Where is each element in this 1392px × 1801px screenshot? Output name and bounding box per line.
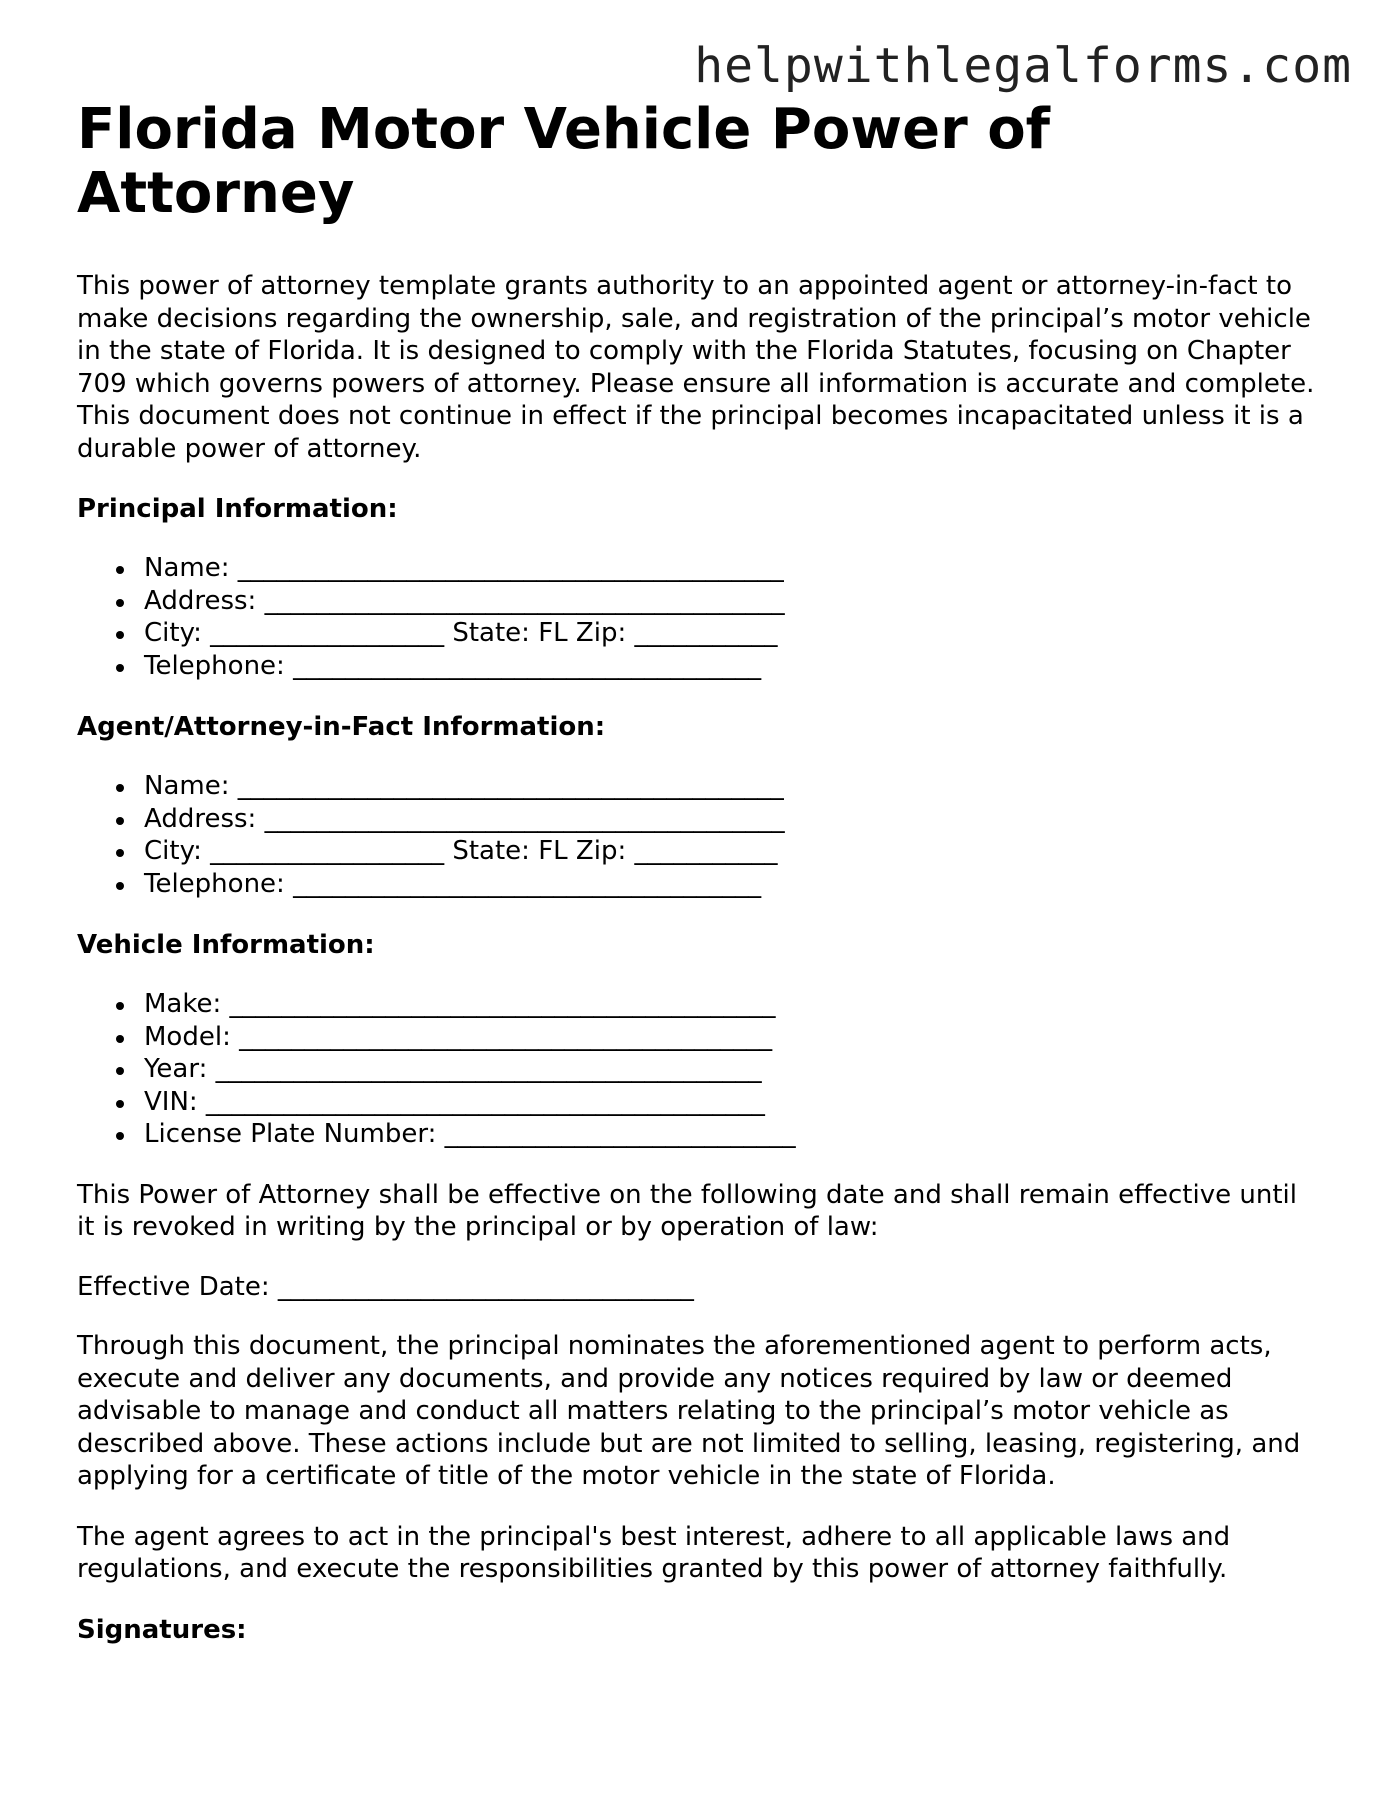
nomination-paragraph: Through this document, the principal nominates the aforementioned agent to perform acts, execute and deliver any documents, and provide any notices required by law or deemed advisable to manage and conduct all matters relating to the principal’s motor vehicle as described above. These actions include but are not limited to selling, leasing, registering, and applying for a certificate of title of the motor vehicle in the state of Florida. — [77, 1331, 1301, 1491]
document-title: Florida Motor Vehicle Power of Attorney — [77, 97, 1051, 226]
principal-telephone-field: Telephone: ____________________________________ — [144, 650, 1317, 683]
agent-name-field: Name: __________________________________________ — [144, 770, 1317, 803]
agent-address-field: Address: ________________________________________ — [144, 803, 1317, 836]
intro-paragraph: This power of attorney template grants authority to an appointed agent or attorney-in-fact to make decisions regarding the ownership, sale, and registration of the principal’s motor vehicle in the state of Florida. It is designed to comply with the Florida Statutes, focusing on Chapter 709 which governs powers of attorney. Please ensure all information is accurate and complete. This document does not continue in effect if the principal becomes incapacitated unless it is a durable power of attorney. — [77, 271, 1315, 464]
vehicle-year-field: Year: __________________________________________ — [144, 1053, 1317, 1086]
principal-city-state-zip-field: City: __________________ State: FL Zip: ___________ — [144, 617, 1317, 650]
agent-section-heading: Agent/Attorney-in-Fact Information: — [77, 712, 606, 742]
agent-city-state-zip-field: City: __________________ State: FL Zip: ___________ — [144, 835, 1317, 868]
vehicle-make-field: Make: __________________________________________ — [144, 988, 1317, 1021]
vehicle-fields-list — [77, 988, 1317, 1151]
vehicle-vin-field: VIN: ___________________________________________ — [144, 1086, 1317, 1119]
agent-fields-list — [77, 770, 1317, 900]
vehicle-section-heading: Vehicle Information: — [77, 930, 375, 960]
site-watermark: helpwithlegalforms.com — [694, 38, 1352, 94]
vehicle-model-field: Model: _________________________________________ — [144, 1021, 1317, 1054]
document-body — [77, 98, 1317, 1646]
vehicle-license-plate-field: License Plate Number: ___________________________ — [144, 1118, 1317, 1151]
effective-date-field: Effective Date: ________________________________ — [77, 1271, 694, 1302]
principal-section-heading: Principal Information: — [77, 494, 398, 524]
agreement-paragraph: The agent agrees to act in the principal's best interest, adhere to all applicable laws and regulations, and execute the responsibilities granted by this power of attorney faithfully. — [77, 1521, 1231, 1584]
principal-fields-list — [77, 552, 1317, 682]
signatures-section-heading: Signatures: — [77, 1614, 247, 1645]
effective-intro-paragraph: This Power of Attorney shall be effective on the following date and shall remain effective until it is revoked in writing by the principal or by operation of law: — [77, 1179, 1297, 1242]
principal-address-field: Address: ________________________________________ — [144, 585, 1317, 618]
agent-telephone-field: Telephone: ____________________________________ — [144, 868, 1317, 901]
principal-name-field: Name: __________________________________________ — [144, 552, 1317, 585]
